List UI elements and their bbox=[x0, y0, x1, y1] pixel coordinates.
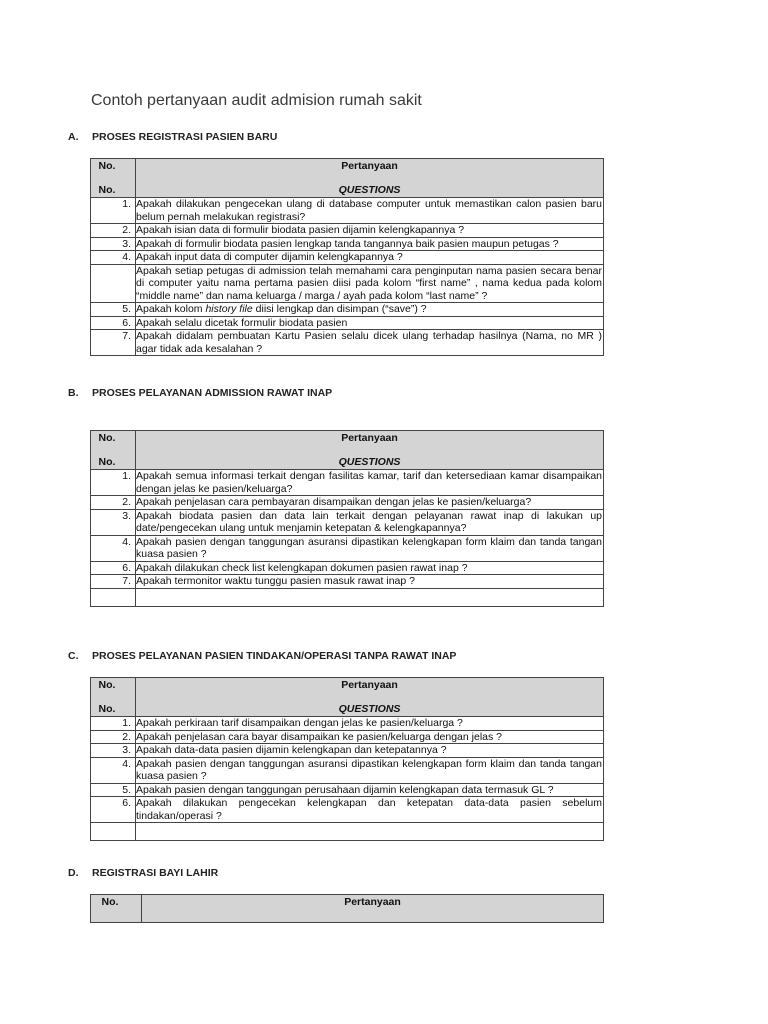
header-no-cell bbox=[91, 895, 142, 923]
questions-table-a bbox=[90, 158, 604, 356]
table-row bbox=[91, 509, 604, 535]
table-row bbox=[91, 797, 604, 823]
table-header-row bbox=[91, 678, 604, 717]
questions-table-c bbox=[90, 677, 604, 841]
section-b-heading bbox=[68, 387, 332, 399]
table-row bbox=[91, 496, 604, 510]
row-number: 3. bbox=[91, 237, 136, 251]
section-letter: C. bbox=[68, 650, 79, 662]
question-text: Apakah perkiraan tarif disampaikan dengan jelas ke pasien/keluarga ? bbox=[136, 717, 604, 731]
section-title: PROSES PELAYANAN ADMISSION RAWAT INAP bbox=[92, 387, 333, 399]
header-questions-label: QUESTIONS bbox=[338, 703, 401, 715]
section-c-heading bbox=[68, 650, 456, 662]
row-number: 2. bbox=[91, 496, 136, 510]
question-text: Apakah input data di computer dijamin kelengkapannya ? bbox=[136, 251, 604, 265]
header-no-label: No. bbox=[98, 184, 116, 196]
row-number: 1. bbox=[91, 470, 136, 496]
question-text-part: diisi lengkap dan disimpan (“save”) ? bbox=[252, 303, 427, 315]
question-text-part: Apakah kolom bbox=[136, 303, 206, 315]
header-pertanyaan-cell bbox=[136, 678, 604, 717]
row-number: 6. bbox=[91, 561, 136, 575]
question-text: Apakah isian data di formulir biodata pasien dijamin kelengkapannya ? bbox=[136, 224, 604, 238]
question-text: Apakah dilakukan check list kelengkapan dokumen pasien rawat inap ? bbox=[136, 561, 604, 575]
question-text: Apakah dilakukan pengecekan kelengkapan dan ketepatan data-data pasien sebelum tindakan/operasi ? bbox=[136, 797, 602, 822]
header-pertanyaan-label: Pertanyaan bbox=[344, 896, 401, 908]
table-row bbox=[91, 237, 604, 251]
table-header-row bbox=[91, 431, 604, 470]
header-no-label: No. bbox=[101, 896, 119, 908]
row-number: 1. bbox=[91, 717, 136, 731]
section-title: REGISTRASI BAYI LAHIR bbox=[92, 867, 219, 879]
empty-row bbox=[91, 823, 604, 841]
row-number: 4. bbox=[91, 251, 136, 265]
section-title: PROSES PELAYANAN PASIEN TINDAKAN/OPERASI TANPA RAWAT INAP bbox=[92, 650, 457, 662]
table-row bbox=[91, 224, 604, 238]
question-text: Apakah di formulir biodata pasien lengkap tanda tangannya baik pasien maupun petugas ? bbox=[136, 237, 604, 251]
table-row bbox=[91, 783, 604, 797]
question-text: Apakah data-data pasien dijamin kelengkapan dan ketepatannya ? bbox=[136, 744, 604, 758]
table-row bbox=[91, 264, 604, 303]
row-number: 3. bbox=[91, 744, 136, 758]
empty-cell bbox=[91, 823, 136, 841]
table-row bbox=[91, 316, 604, 330]
section-letter: D. bbox=[68, 867, 79, 879]
header-questions-label: QUESTIONS bbox=[338, 184, 401, 196]
question-text: Apakah pasien dengan tanggungan asuransi dipastikan kelengkapan form klaim dan tanda tangan kuasa pasien ? bbox=[136, 535, 602, 560]
question-text: Apakah biodata pasien dan data lain terkait dengan pelayanan rawat inap di lakukan up date/pengecekan ulang untuk menjamin ketepatan & kelengkapannya? bbox=[136, 509, 602, 534]
question-text: Apakah penjelasan cara pembayaran disampaikan dengan jelas ke pasien/keluarga? bbox=[136, 496, 604, 510]
section-d-heading bbox=[68, 867, 218, 879]
row-number: 2. bbox=[91, 224, 136, 238]
section-title: PROSES REGISTRASI PASIEN BARU bbox=[92, 131, 278, 143]
empty-cell bbox=[136, 823, 604, 841]
row-number: 2. bbox=[91, 730, 136, 744]
question-text: Apakah pasien dengan tanggungan asuransi dipastikan kelengkapan form klaim dan tanda tangan kuasa pasien ? bbox=[136, 757, 602, 782]
empty-cell bbox=[91, 588, 136, 606]
table-header-row bbox=[91, 895, 604, 923]
document-title: Contoh pertanyaan audit admision rumah sakit bbox=[91, 92, 422, 109]
table-row bbox=[91, 330, 604, 356]
table-row bbox=[91, 575, 604, 589]
header-pertanyaan-cell bbox=[142, 895, 604, 923]
questions-table-b bbox=[90, 430, 604, 607]
header-no-label: No. bbox=[98, 456, 116, 468]
table-row bbox=[91, 251, 604, 265]
row-number: 4. bbox=[91, 757, 136, 783]
header-no-label: No. bbox=[98, 431, 116, 444]
row-number: 5. bbox=[91, 783, 136, 797]
table-row bbox=[91, 561, 604, 575]
questions-table-d bbox=[90, 894, 604, 923]
header-no-cell bbox=[91, 678, 136, 717]
question-text: Apakah dilakukan pengecekan ulang di database computer untuk memastikan calon pasien baru belum pernah melakukan registrasi? bbox=[136, 198, 602, 223]
header-questions-label: QUESTIONS bbox=[338, 456, 401, 468]
table-row bbox=[91, 535, 604, 561]
header-pertanyaan-label: Pertanyaan bbox=[341, 159, 398, 172]
question-text: Apakah selalu dicetak formulir biodata pasien bbox=[136, 316, 604, 330]
header-no-label: No. bbox=[98, 678, 116, 691]
section-letter: A. bbox=[68, 131, 79, 143]
header-no-cell bbox=[91, 159, 136, 198]
table-header-row bbox=[91, 159, 604, 198]
question-text: Apakah semua informasi terkait dengan fasilitas kamar, tarif dan ketersediaan kamar disampaikan dengan jelas ke pasien/keluarga? bbox=[136, 470, 602, 495]
row-number: 3. bbox=[91, 509, 136, 535]
header-no-label: No. bbox=[98, 703, 116, 715]
question-text: Apakah termonitor waktu tunggu pasien masuk rawat inap ? bbox=[136, 575, 604, 589]
row-number: 4. bbox=[91, 535, 136, 561]
header-pertanyaan-label: Pertanyaan bbox=[341, 431, 398, 444]
row-number: 7. bbox=[91, 330, 136, 356]
row-number: 5. bbox=[91, 303, 136, 317]
row-number: 7. bbox=[91, 575, 136, 589]
question-text: Apakah didalam pembuatan Kartu Pasien selalu dicek ulang terhadap hasilnya (Nama, no MR ) agar tidak ada kesalahan ? bbox=[136, 330, 602, 355]
table-row bbox=[91, 717, 604, 731]
question-text: Apakah pasien dengan tanggungan perusahaan dijamin kelengkapan data termasuk GL ? bbox=[136, 783, 604, 797]
empty-row bbox=[91, 588, 604, 606]
header-pertanyaan-cell bbox=[136, 159, 604, 198]
row-number: 6. bbox=[91, 316, 136, 330]
row-number: 6. bbox=[91, 797, 136, 823]
question-text bbox=[136, 303, 604, 317]
row-number: 1. bbox=[91, 198, 136, 224]
header-no-cell bbox=[91, 431, 136, 470]
table-row bbox=[91, 303, 604, 317]
question-text-italic: history file bbox=[205, 303, 253, 315]
row-number bbox=[91, 264, 136, 303]
section-a-heading bbox=[68, 131, 277, 143]
table-row bbox=[91, 744, 604, 758]
table-row bbox=[91, 198, 604, 224]
section-letter: B. bbox=[68, 387, 79, 399]
table-row bbox=[91, 470, 604, 496]
question-text: Apakah penjelasan cara bayar disampaikan ke pasien/keluarga dengan jelas ? bbox=[136, 730, 604, 744]
header-pertanyaan-label: Pertanyaan bbox=[341, 678, 398, 691]
empty-cell bbox=[136, 588, 604, 606]
table-row bbox=[91, 757, 604, 783]
question-text: Apakah setiap petugas di admission telah memahami cara penginputan nama pasien secara benar di computer yaitu nama pertama pasien diisi pada kolom “first name” , nama kedua pada kolom “middle name” dan nama keluarga / marga / ayah pada kolom “last name” ? bbox=[136, 264, 602, 302]
header-no-label: No. bbox=[98, 159, 116, 172]
table-row bbox=[91, 730, 604, 744]
header-pertanyaan-cell bbox=[136, 431, 604, 470]
